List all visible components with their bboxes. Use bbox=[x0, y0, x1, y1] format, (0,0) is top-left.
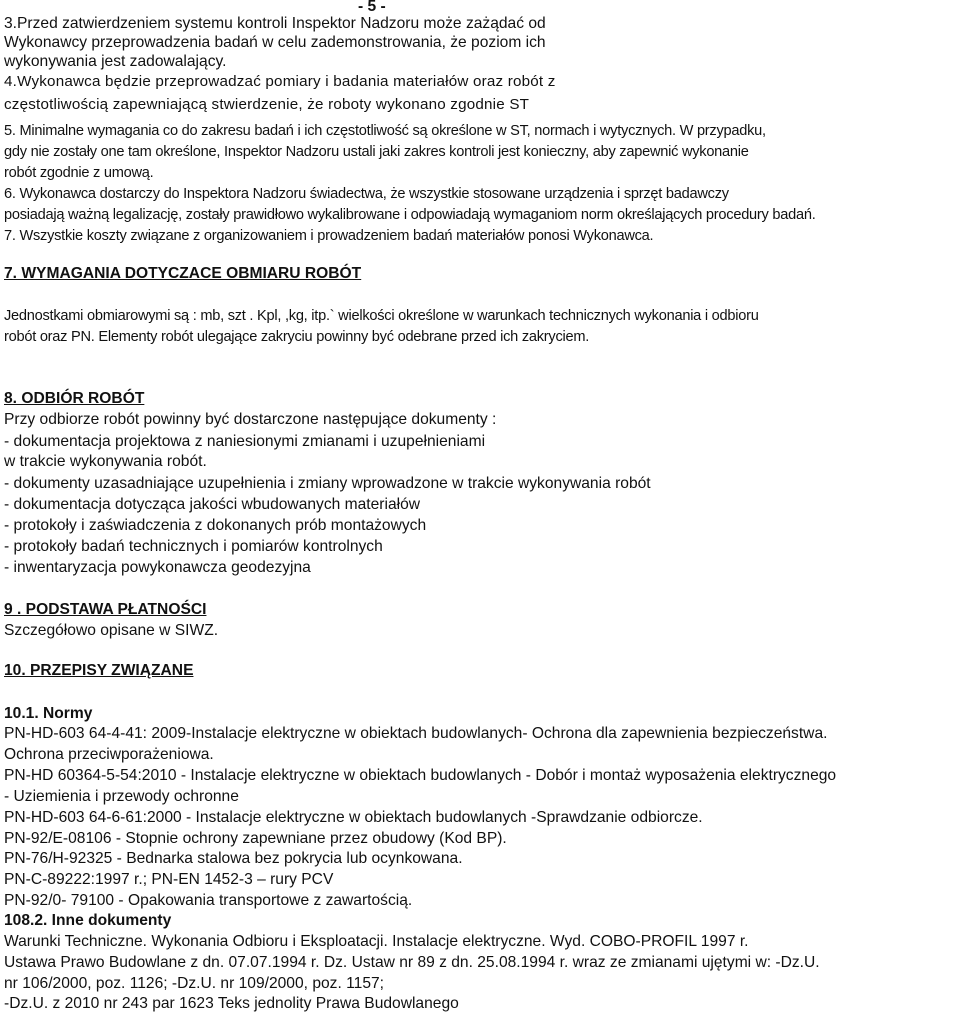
page-number: - 5 - bbox=[358, 0, 386, 15]
norm-line: PN-C-89222:1997 r.; PN-EN 1452-3 – rury PCV bbox=[4, 871, 334, 888]
document-line: Ustawa Prawo Budowlane z dn. 07.07.1994 r. Dz. Ustaw nr 89 z dn. 25.08.1994 r. wraz ze zmianami ujętymi w: -Dz.U. bbox=[4, 954, 820, 971]
paragraph-line: 5. Minimalne wymagania co do zakresu badań i ich częstotliwość są określone w ST, normach i wytycznych. W przypadku, bbox=[4, 123, 766, 139]
subsection-heading-normy: 10.1. Normy bbox=[4, 705, 93, 722]
paragraph-line: Przy odbiorze robót powinny być dostarczone następujące dokumenty : bbox=[4, 411, 497, 428]
document-line: nr 106/2000, poz. 1126; -Dz.U. nr 109/2000, poz. 1157; bbox=[4, 975, 384, 992]
list-item: - protokoły i zaświadczenia z dokonanych prób montażowych bbox=[4, 517, 427, 534]
paragraph-line: częstotliwością zapewniającą stwierdzenie, że roboty wykonano zgodnie ST bbox=[4, 96, 530, 113]
paragraph-line: 4.Wykonawca będzie przeprowadzać pomiary i badania materiałów oraz robót z bbox=[4, 73, 556, 90]
paragraph-line: gdy nie zostały one tam określone, Inspektor Nadzoru ustali jaki zakres kontroli jest konieczny, aby zapewnić wykonanie bbox=[4, 144, 749, 160]
paragraph-line: Jednostkami obmiarowymi są : mb, szt . Kpl, ,kg, itp.` wielkości określone w warunkach technicznych wykonania i odbioru bbox=[4, 308, 759, 324]
list-item: - dokumentacja dotycząca jakości wbudowanych materiałów bbox=[4, 496, 421, 513]
norm-line: PN-92/E-08106 - Stopnie ochrony zapewniane przez obudowy (Kod BP). bbox=[4, 830, 507, 847]
paragraph-line: robót zgodnie z umową. bbox=[4, 165, 154, 181]
section-heading-obmiar: 7. WYMAGANIA DOTYCZACE OBMIARU ROBÓT bbox=[4, 265, 362, 282]
norm-line: PN-76/H-92325 - Bednarka stalowa bez pokrycia lub ocynkowana. bbox=[4, 850, 463, 867]
list-item: - inwentaryzacja powykonawcza geodezyjna bbox=[4, 559, 311, 576]
paragraph-line: posiadają ważną legalizację, zostały prawidłowo wykalibrowane i odpowiadają wymaganiom norm określających procedury badań. bbox=[4, 207, 816, 223]
list-item: - dokumentacja projektowa z naniesionymi zmianami i uzupełnieniami bbox=[4, 433, 486, 450]
document-line: -Dz.U. z 2010 nr 243 par 1623 Teks jednolity Prawa Budowlanego bbox=[4, 995, 459, 1012]
section-heading-platnosci: 9 . PODSTAWA PŁATNOŚCI bbox=[4, 601, 207, 618]
norm-line: PN-HD 60364-5-54:2010 - Instalacje elektryczne w obiektach budowlanych - Dobór i montaż wyposażenia elektrycznego bbox=[4, 767, 837, 784]
paragraph-line: 6. Wykonawca dostarczy do Inspektora Nadzoru świadectwa, że wszystkie stosowane urządzenia i sprzęt badawczy bbox=[4, 186, 729, 202]
paragraph-line: 7. Wszystkie koszty związane z organizowaniem i prowadzeniem badań materiałów ponosi Wykonawca. bbox=[4, 228, 654, 244]
norm-line: Ochrona przeciwporażeniowa. bbox=[4, 746, 214, 763]
paragraph-line: Szczegółowo opisane w SIWZ. bbox=[4, 622, 219, 639]
section-heading-przepisy: 10. PRZEPISY ZWIĄZANE bbox=[4, 662, 194, 679]
paragraph-line: robót oraz PN. Elementy robót ulegające zakryciu powinny być odebrane przed ich zakryciem. bbox=[4, 329, 590, 345]
norm-line: PN-92/0- 79100 - Opakowania transportowe z zawartością. bbox=[4, 892, 413, 909]
norm-line: - Uziemienia i przewody ochronne bbox=[4, 788, 239, 805]
paragraph-line: wykonywania jest zadowalający. bbox=[4, 53, 227, 70]
list-item: - protokoły badań technicznych i pomiarów kontrolnych bbox=[4, 538, 383, 555]
paragraph-line: Wykonawcy przeprowadzenia badań w celu zademonstrowania, że poziom ich bbox=[4, 34, 546, 51]
paragraph-line: 3.Przed zatwierdzeniem systemu kontroli Inspektor Nadzoru może zażądać od bbox=[4, 15, 546, 32]
list-item: w trakcie wykonywania robót. bbox=[4, 453, 207, 470]
section-heading-odbior: 8. ODBIÓR ROBÓT bbox=[4, 390, 145, 407]
subsection-heading-inne-dokumenty: 108.2. Inne dokumenty bbox=[4, 912, 172, 929]
list-item: - dokumenty uzasadniające uzupełnienia i zmiany wprowadzone w trakcie wykonywania robót bbox=[4, 475, 651, 492]
norm-line: PN-HD-603 64-4-41: 2009-Instalacje elektryczne w obiektach budowlanych- Ochrona dla zapewnienia bezpieczeństwa. bbox=[4, 725, 828, 742]
norm-line: PN-HD-603 64-6-61:2000 - Instalacje elektryczne w obiektach budowlanych -Sprawdzanie odbiorcze. bbox=[4, 809, 703, 826]
document-line: Warunki Techniczne. Wykonania Odbioru i Eksploatacji. Instalacje elektryczne. Wyd. COBO-PROFIL 1997 r. bbox=[4, 933, 749, 950]
